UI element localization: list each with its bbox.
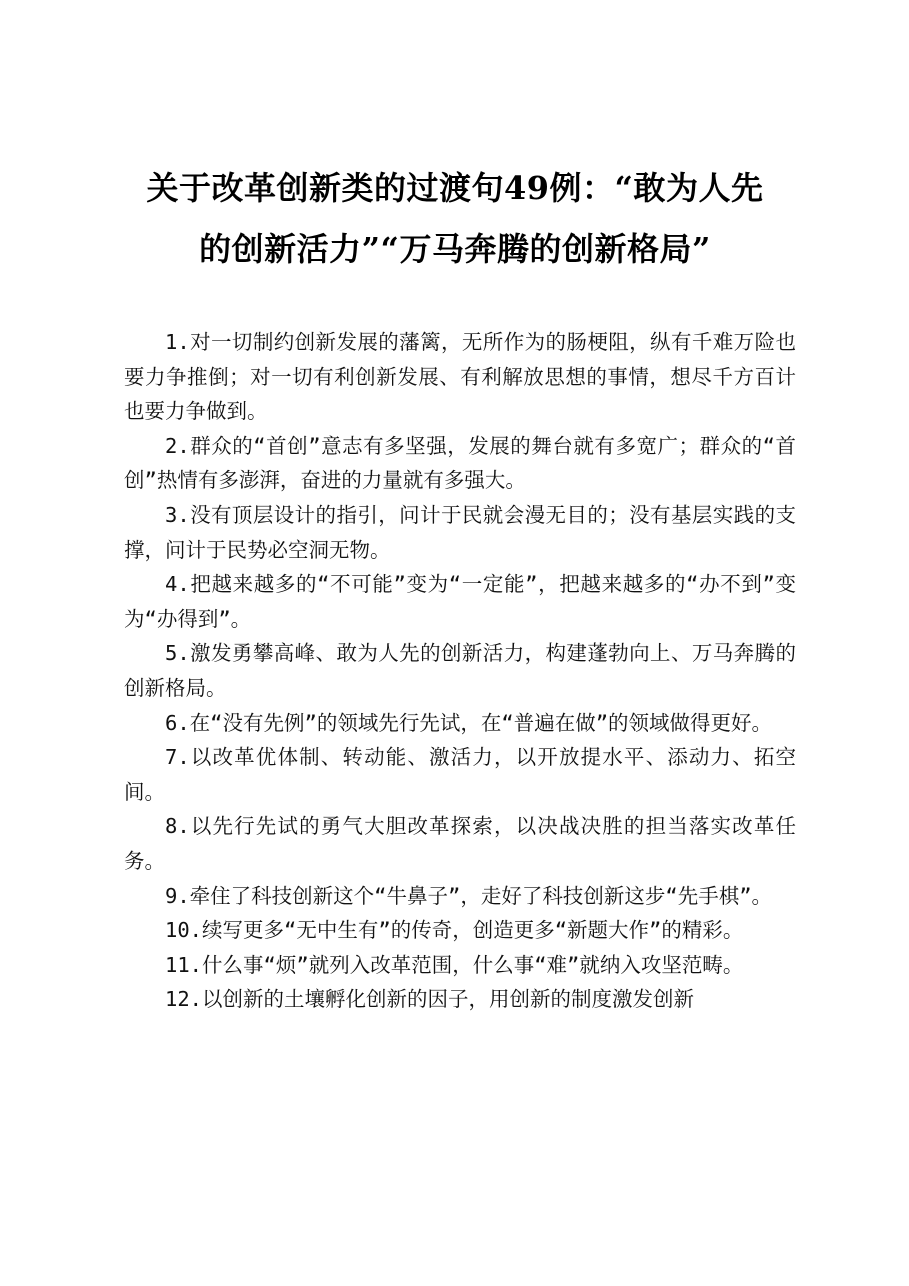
paragraph-9: 9.牵住了科技创新这个“牛鼻子”，走好了科技创新这步“先手棋”。: [165, 883, 773, 908]
paragraph-3: 3.没有顶层设计的指引，问计于民就会漫无目的；没有基层实践的支撑，问计于民势必空洞无物。: [124, 502, 796, 562]
document-title: [110, 158, 800, 280]
paragraph-7: 7.以改革优体制、转动能、激活力，以开放提水平、添动力、拓空间。: [124, 745, 796, 804]
document-body: [124, 325, 796, 1017]
paragraph-11: 11.什么事“烦”就列入改革范围，什么事“难”就纳入攻坚范畴。: [165, 952, 744, 977]
paragraph-2: 2.群众的“首创”意志有多坚强，发展的舞台就有多宽广；群众的“首创”热情有多澎湃，奋进的力量就有多强大。: [124, 433, 796, 493]
paragraph-8: 8.以先行先试的勇气大胆改革探索，以决战决胜的担当落实改革任务。: [124, 814, 796, 873]
paragraph-10: 10.续写更多“无中生有”的传奇，创造更多“新题大作”的精彩。: [165, 918, 744, 943]
title-line-1: 关于改革创新类的过渡句49例：“敢为人先: [146, 169, 764, 207]
paragraph-1: 1.对一切制约创新发展的藩篱，无所作为的肠梗阻，纵有千难万险也要力争推倒；对一切有利创新发展、有利解放思想的事情，想尽千方百计也要力争做到。: [124, 330, 796, 424]
paragraph-4: 4.把越来越多的“不可能”变为“一定能”，把越来越多的“办不到”变为“办得到”。: [124, 572, 796, 631]
paragraph-12: 12.以创新的土壤孵化创新的因子，用创新的制度激发创新: [165, 987, 695, 1012]
paragraph-6: 6.在“没有先例”的领域先行先试，在“普遍在做”的领域做得更好。: [165, 710, 773, 735]
paragraph-5: 5.激发勇攀高峰、敢为人先的创新活力，构建蓬勃向上、万马奔腾的创新格局。: [124, 641, 796, 700]
title-line-2: 的创新活力”“万马奔腾的创新格局”: [199, 230, 711, 268]
